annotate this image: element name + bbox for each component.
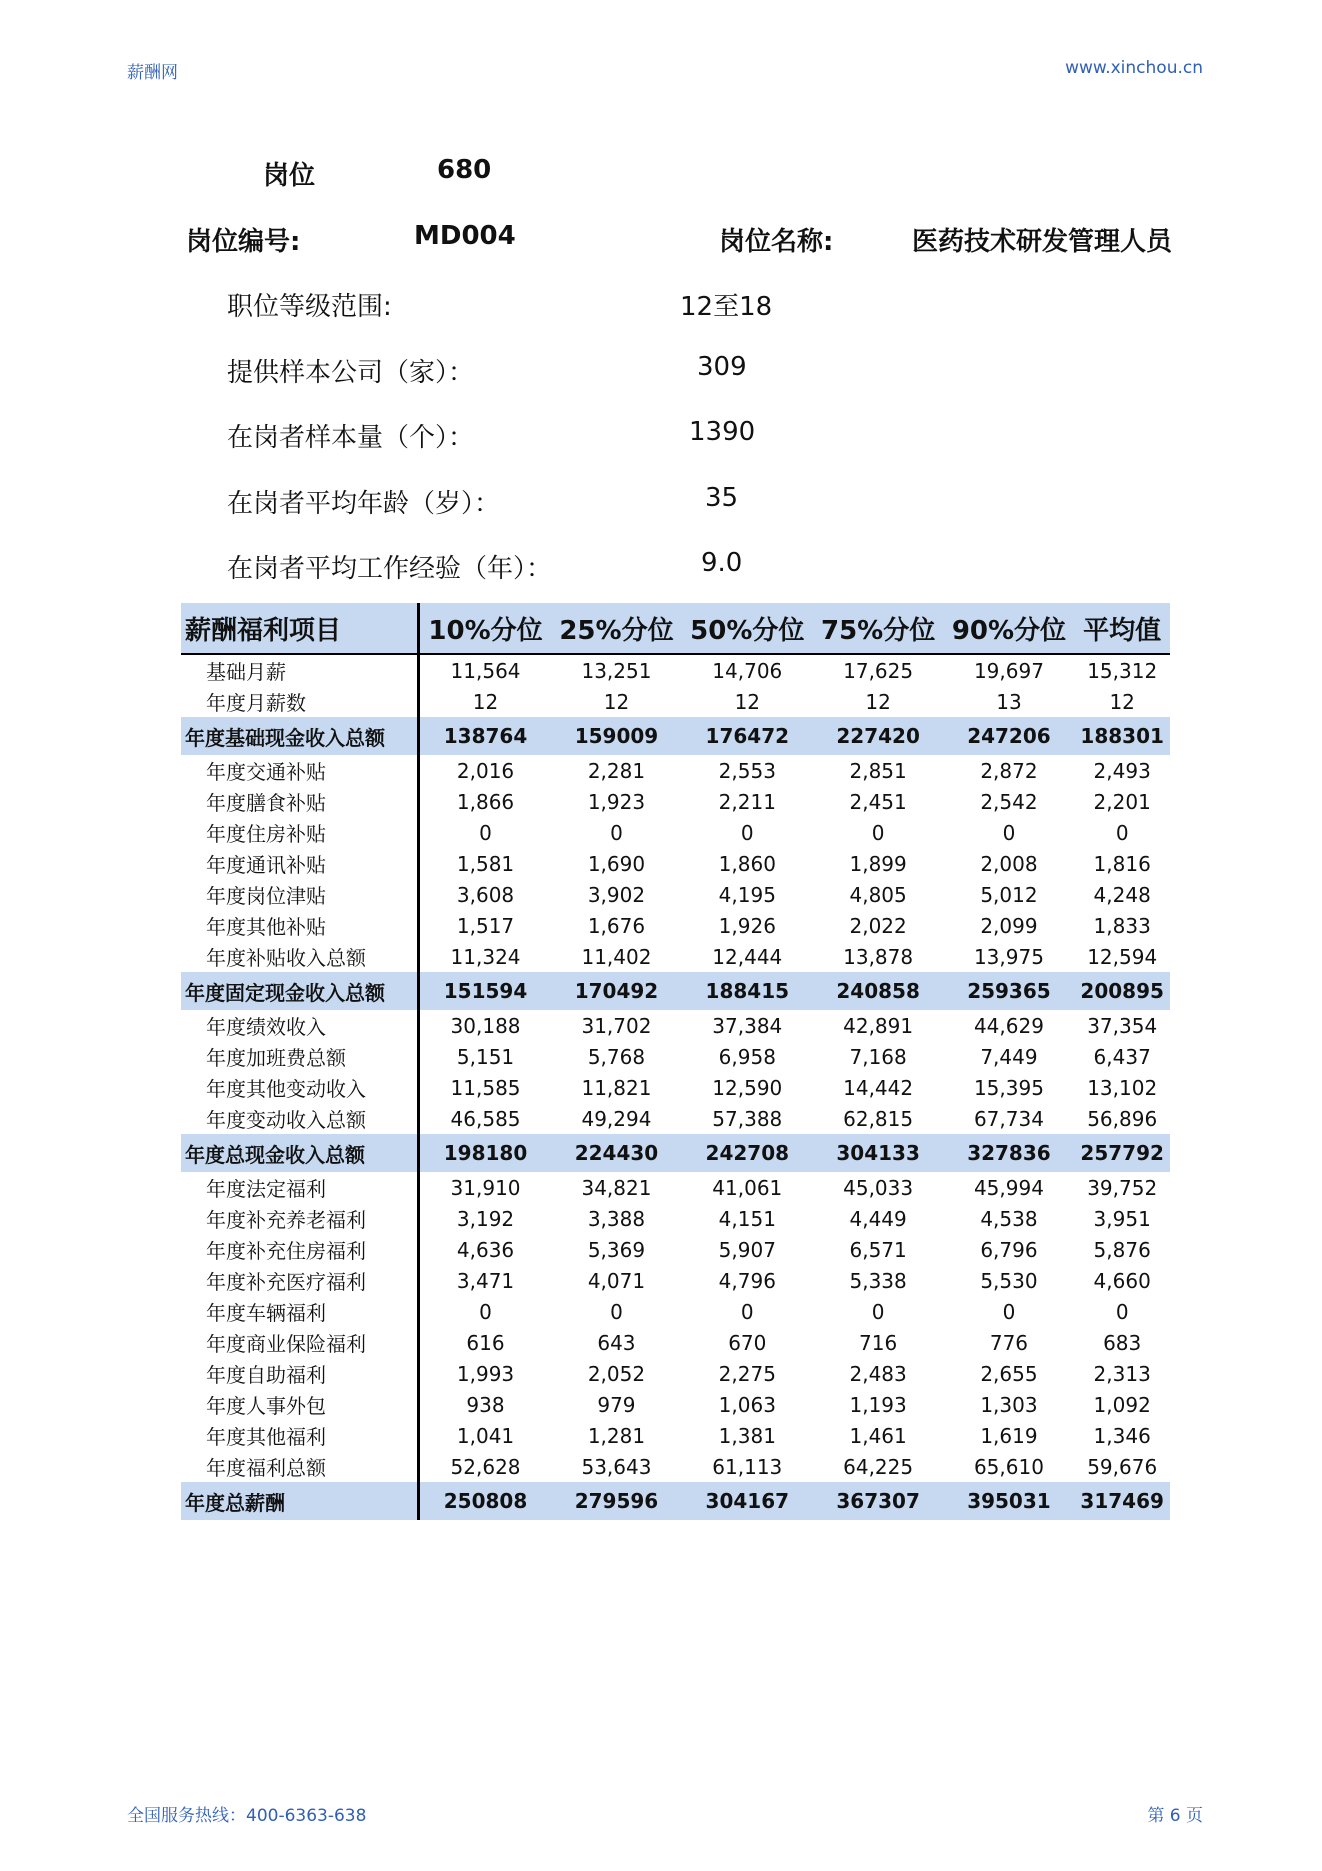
table-cell: 616 — [466, 1330, 505, 1355]
footer-page-number: 第 6 页 — [1147, 1806, 1203, 1826]
table-cell: 30,188 — [450, 1013, 521, 1038]
table-cell: 12 — [734, 689, 761, 714]
row-label: 年度其他福利 — [181, 1420, 419, 1451]
table-row — [181, 1172, 1170, 1203]
stat-label: 提供样本公司（家）： — [227, 358, 475, 388]
table-cell: 304133 — [813, 1134, 944, 1172]
row-label: 年度福利总额 — [181, 1451, 419, 1482]
row-label: 年度住房补贴 — [181, 817, 419, 848]
table-cell: 41,061 — [712, 1175, 783, 1200]
table-cell: 2,872 — [980, 758, 1038, 783]
table-cell: 52,628 — [450, 1454, 521, 1479]
table-row — [181, 786, 1170, 817]
table-cell: 5,369 — [587, 1237, 646, 1262]
table-cell: 0 — [871, 1299, 885, 1324]
table-cell: 279596 — [551, 1482, 682, 1520]
table-cell: 7,449 — [980, 1044, 1038, 1069]
table-cell: 15,312 — [1087, 658, 1158, 683]
row-label: 年度补充养老福利 — [181, 1203, 419, 1234]
table-cell: 2,655 — [980, 1361, 1038, 1386]
row-label: 年度其他补贴 — [181, 910, 419, 941]
table-cell: 12 — [1109, 689, 1135, 714]
table-cell: 12 — [472, 689, 499, 714]
table-cell: 2,542 — [980, 789, 1038, 814]
table-cell: 12 — [865, 689, 891, 714]
table-summary-row — [181, 1134, 1170, 1172]
table-cell: 716 — [859, 1330, 898, 1355]
table-row — [181, 817, 1170, 848]
table-cell: 11,585 — [450, 1075, 521, 1100]
table-cell: 247206 — [944, 717, 1075, 755]
table-cell: 2,281 — [587, 758, 646, 783]
table-cell: 0 — [740, 820, 754, 845]
table-cell: 4,660 — [1093, 1268, 1151, 1293]
table-cell: 198180 — [419, 1134, 552, 1172]
row-label: 年度法定福利 — [181, 1172, 419, 1203]
table-cell: 2,553 — [718, 758, 776, 783]
table-cell: 12,594 — [1087, 944, 1158, 969]
table-cell: 12,590 — [712, 1075, 783, 1100]
row-label: 年度总现金收入总额 — [181, 1134, 419, 1172]
table-cell: 4,151 — [718, 1206, 776, 1231]
table-cell: 19,697 — [973, 658, 1044, 683]
column-header: 50%分位 — [682, 603, 813, 654]
table-cell: 170492 — [551, 972, 682, 1010]
row-label: 基础月薪 — [181, 654, 419, 686]
table-cell: 42,891 — [843, 1013, 914, 1038]
table-cell: 3,951 — [1093, 1206, 1151, 1231]
table-cell: 250808 — [419, 1482, 552, 1520]
table-cell: 242708 — [682, 1134, 813, 1172]
table-cell: 138764 — [419, 717, 552, 755]
table-header-row — [181, 603, 1170, 654]
table-row — [181, 1327, 1170, 1358]
table-cell: 3,192 — [456, 1206, 515, 1231]
table-cell: 1,092 — [1093, 1392, 1151, 1417]
row-label: 年度商业保险福利 — [181, 1327, 419, 1358]
table-cell: 34,821 — [581, 1175, 652, 1200]
row-label: 年度车辆福利 — [181, 1296, 419, 1327]
table-cell: 317469 — [1074, 1482, 1170, 1520]
row-label: 年度通讯补贴 — [181, 848, 419, 879]
job-title-label: 岗位 — [263, 161, 316, 191]
table-cell: 227420 — [813, 717, 944, 755]
table-cell: 979 — [597, 1392, 636, 1417]
table-cell: 3,608 — [456, 882, 515, 907]
row-label: 年度变动收入总额 — [181, 1103, 419, 1134]
footer-hotline: 全国服务热线：400-6363-638 — [127, 1806, 367, 1826]
table-cell: 5,768 — [587, 1044, 646, 1069]
table-cell: 49,294 — [581, 1106, 652, 1131]
table-row — [181, 1103, 1170, 1134]
job-title-value: 680 — [437, 155, 492, 185]
table-cell: 176472 — [682, 717, 813, 755]
stat-value: 1390 — [689, 417, 756, 447]
table-cell: 45,994 — [973, 1175, 1044, 1200]
table-cell: 4,796 — [718, 1268, 776, 1293]
table-cell: 1,303 — [980, 1392, 1038, 1417]
table-cell: 1,063 — [718, 1392, 776, 1417]
table-cell: 2,211 — [718, 789, 776, 814]
stat-label: 在岗者平均工作经验（年）： — [227, 554, 553, 584]
row-label: 年度交通补贴 — [181, 755, 419, 786]
job-code-label: 岗位编号: — [186, 227, 301, 257]
table-cell: 37,384 — [712, 1013, 783, 1038]
table-cell: 59,676 — [1087, 1454, 1158, 1479]
header-brand: 薪酬网 — [127, 63, 178, 83]
table-cell: 188301 — [1074, 717, 1170, 755]
column-header: 平均值 — [1074, 603, 1170, 654]
table-cell: 1,833 — [1093, 913, 1151, 938]
table-cell: 4,071 — [587, 1268, 646, 1293]
table-cell: 2,275 — [718, 1361, 776, 1386]
table-row — [181, 1072, 1170, 1103]
table-cell: 2,022 — [849, 913, 907, 938]
table-cell: 67,734 — [973, 1106, 1044, 1131]
table-cell: 683 — [1103, 1330, 1142, 1355]
table-cell: 65,610 — [973, 1454, 1044, 1479]
stat-label: 在岗者平均年龄（岁）： — [227, 489, 501, 519]
table-cell: 2,313 — [1093, 1361, 1151, 1386]
column-header: 75%分位 — [813, 603, 944, 654]
table-cell: 0 — [1115, 1299, 1129, 1324]
row-label: 年度总薪酬 — [181, 1482, 419, 1520]
table-row — [181, 1420, 1170, 1451]
table-cell: 240858 — [813, 972, 944, 1010]
table-cell: 3,388 — [587, 1206, 646, 1231]
table-cell: 17,625 — [843, 658, 914, 683]
column-header: 90%分位 — [944, 603, 1075, 654]
row-label: 年度岗位津贴 — [181, 879, 419, 910]
table-body — [181, 654, 1170, 1520]
table-cell: 1,860 — [718, 851, 776, 876]
table-cell: 0 — [610, 1299, 623, 1324]
stat-value: 9.0 — [701, 548, 743, 578]
table-cell: 1,816 — [1093, 851, 1151, 876]
table-cell: 6,796 — [980, 1237, 1038, 1262]
table-cell: 257792 — [1074, 1134, 1170, 1172]
table-cell: 6,571 — [849, 1237, 907, 1262]
table-cell: 1,346 — [1093, 1423, 1151, 1448]
table-cell: 4,538 — [980, 1206, 1038, 1231]
table-cell: 1,193 — [849, 1392, 907, 1417]
table-cell: 39,752 — [1087, 1175, 1158, 1200]
table-cell: 159009 — [551, 717, 682, 755]
table-summary-row — [181, 1482, 1170, 1520]
stat-label: 职位等级范围: — [227, 292, 392, 322]
table-row — [181, 848, 1170, 879]
table-row — [181, 1041, 1170, 1072]
table-cell: 938 — [466, 1392, 505, 1417]
stat-label: 在岗者样本量（个）： — [227, 423, 475, 453]
table-summary-row — [181, 972, 1170, 1010]
table-cell: 1,581 — [456, 851, 515, 876]
table-cell: 31,910 — [450, 1175, 521, 1200]
table-cell: 1,619 — [980, 1423, 1038, 1448]
table-cell: 2,451 — [849, 789, 907, 814]
row-label: 年度固定现金收入总额 — [181, 972, 419, 1010]
table-cell: 57,388 — [712, 1106, 783, 1131]
table-cell: 2,052 — [587, 1361, 646, 1386]
table-cell: 0 — [1115, 820, 1129, 845]
table-cell: 1,993 — [456, 1361, 515, 1386]
table-cell: 2,201 — [1093, 789, 1151, 814]
table-cell: 1,281 — [587, 1423, 646, 1448]
table-row — [181, 1451, 1170, 1482]
row-label: 年度月薪数 — [181, 686, 419, 717]
table-cell: 200895 — [1074, 972, 1170, 1010]
table-cell: 151594 — [419, 972, 552, 1010]
table-cell: 5,151 — [456, 1044, 515, 1069]
compensation-table — [181, 603, 1170, 1520]
table-row — [181, 1203, 1170, 1234]
table-cell: 327836 — [944, 1134, 1075, 1172]
table-cell: 2,008 — [980, 851, 1038, 876]
table-row — [181, 1010, 1170, 1041]
table-row — [181, 654, 1170, 686]
table-cell: 53,643 — [581, 1454, 652, 1479]
table-cell: 56,896 — [1087, 1106, 1158, 1131]
job-name-value: 医药技术研发管理人员 — [912, 227, 1173, 257]
job-code-value: MD004 — [414, 221, 516, 251]
table-cell: 6,437 — [1093, 1044, 1151, 1069]
table-cell: 45,033 — [843, 1175, 914, 1200]
row-label: 年度补充住房福利 — [181, 1234, 419, 1265]
table-cell: 643 — [597, 1330, 636, 1355]
table-cell: 13,251 — [581, 658, 652, 683]
table-cell: 2,016 — [456, 758, 515, 783]
table-cell: 5,530 — [980, 1268, 1038, 1293]
table-cell: 5,876 — [1093, 1237, 1151, 1262]
table-cell: 1,517 — [456, 913, 515, 938]
table-cell: 12 — [603, 689, 630, 714]
table-cell: 1,926 — [718, 913, 776, 938]
table-cell: 0 — [610, 820, 623, 845]
table-cell: 1,690 — [587, 851, 646, 876]
table-cell: 304167 — [682, 1482, 813, 1520]
table-cell: 4,195 — [718, 882, 776, 907]
table-cell: 4,805 — [849, 882, 907, 907]
table-cell: 14,442 — [843, 1075, 914, 1100]
table-cell: 14,706 — [712, 658, 783, 683]
table-cell: 11,324 — [450, 944, 521, 969]
table-cell: 1,381 — [718, 1423, 776, 1448]
table-cell: 3,471 — [456, 1268, 515, 1293]
table-cell: 0 — [1002, 1299, 1016, 1324]
row-label: 年度基础现金收入总额 — [181, 717, 419, 755]
table-cell: 0 — [871, 820, 885, 845]
table-cell: 62,815 — [843, 1106, 914, 1131]
stat-value: 309 — [697, 352, 747, 382]
table-cell: 2,851 — [849, 758, 907, 783]
table-row — [181, 1389, 1170, 1420]
header-site-link[interactable]: www.xinchou.cn — [1065, 58, 1203, 78]
table-cell: 1,041 — [456, 1423, 515, 1448]
table-cell: 7,168 — [849, 1044, 907, 1069]
table-cell: 395031 — [944, 1482, 1075, 1520]
table-row — [181, 686, 1170, 717]
table-cell: 5,907 — [718, 1237, 776, 1262]
table-cell: 11,564 — [450, 658, 521, 683]
table-cell: 0 — [479, 820, 492, 845]
row-label: 年度自助福利 — [181, 1358, 419, 1389]
row-label: 年度人事外包 — [181, 1389, 419, 1420]
table-cell: 5,338 — [849, 1268, 907, 1293]
row-label: 年度其他变动收入 — [181, 1072, 419, 1103]
table-cell: 11,821 — [581, 1075, 652, 1100]
table-cell: 4,636 — [456, 1237, 515, 1262]
table-cell: 0 — [479, 1299, 492, 1324]
table-cell: 5,012 — [980, 882, 1038, 907]
stat-value: 12至18 — [680, 292, 773, 322]
table-row — [181, 910, 1170, 941]
table-cell: 12,444 — [712, 944, 783, 969]
table-row — [181, 879, 1170, 910]
table-summary-row — [181, 717, 1170, 755]
table-cell: 1,923 — [587, 789, 646, 814]
row-label: 年度加班费总额 — [181, 1041, 419, 1072]
table-cell: 0 — [740, 1299, 754, 1324]
table-cell: 15,395 — [973, 1075, 1044, 1100]
table-cell: 1,676 — [587, 913, 646, 938]
column-header: 薪酬福利项目 — [181, 603, 419, 654]
table-cell: 2,483 — [849, 1361, 907, 1386]
table-cell: 776 — [989, 1330, 1029, 1355]
table-cell: 188415 — [682, 972, 813, 1010]
table-cell: 37,354 — [1087, 1013, 1158, 1038]
table-row — [181, 941, 1170, 972]
table-row — [181, 1296, 1170, 1327]
table-row — [181, 1265, 1170, 1296]
table-cell: 3,902 — [587, 882, 646, 907]
table-cell: 46,585 — [450, 1106, 521, 1131]
job-name-label: 岗位名称: — [719, 227, 834, 257]
column-header: 25%分位 — [551, 603, 682, 654]
table-cell: 4,449 — [849, 1206, 907, 1231]
table-cell: 13,975 — [973, 944, 1044, 969]
table-cell: 0 — [1002, 820, 1016, 845]
table-cell: 6,958 — [718, 1044, 776, 1069]
table-cell: 2,099 — [980, 913, 1038, 938]
row-label: 年度补充医疗福利 — [181, 1265, 419, 1296]
table-cell: 13 — [996, 689, 1022, 714]
table-cell: 4,248 — [1093, 882, 1151, 907]
table-cell: 1,461 — [849, 1423, 907, 1448]
table-cell: 1,866 — [456, 789, 515, 814]
table-row — [181, 755, 1170, 786]
table-row — [181, 1358, 1170, 1389]
column-header: 10%分位 — [419, 603, 552, 654]
table-cell: 259365 — [944, 972, 1075, 1010]
row-label: 年度膳食补贴 — [181, 786, 419, 817]
table-cell: 1,899 — [849, 851, 907, 876]
table-cell: 13,102 — [1087, 1075, 1158, 1100]
table-cell: 670 — [728, 1330, 767, 1355]
table-cell: 11,402 — [581, 944, 652, 969]
table-row — [181, 1234, 1170, 1265]
table-cell: 61,113 — [712, 1454, 783, 1479]
table-cell: 224430 — [551, 1134, 682, 1172]
stat-value: 35 — [705, 483, 739, 513]
table-cell: 31,702 — [581, 1013, 652, 1038]
table-cell: 44,629 — [973, 1013, 1044, 1038]
table-cell: 2,493 — [1093, 758, 1151, 783]
row-label: 年度补贴收入总额 — [181, 941, 419, 972]
table-cell: 367307 — [813, 1482, 944, 1520]
table-cell: 13,878 — [843, 944, 914, 969]
table-cell: 64,225 — [843, 1454, 914, 1479]
row-label: 年度绩效收入 — [181, 1010, 419, 1041]
